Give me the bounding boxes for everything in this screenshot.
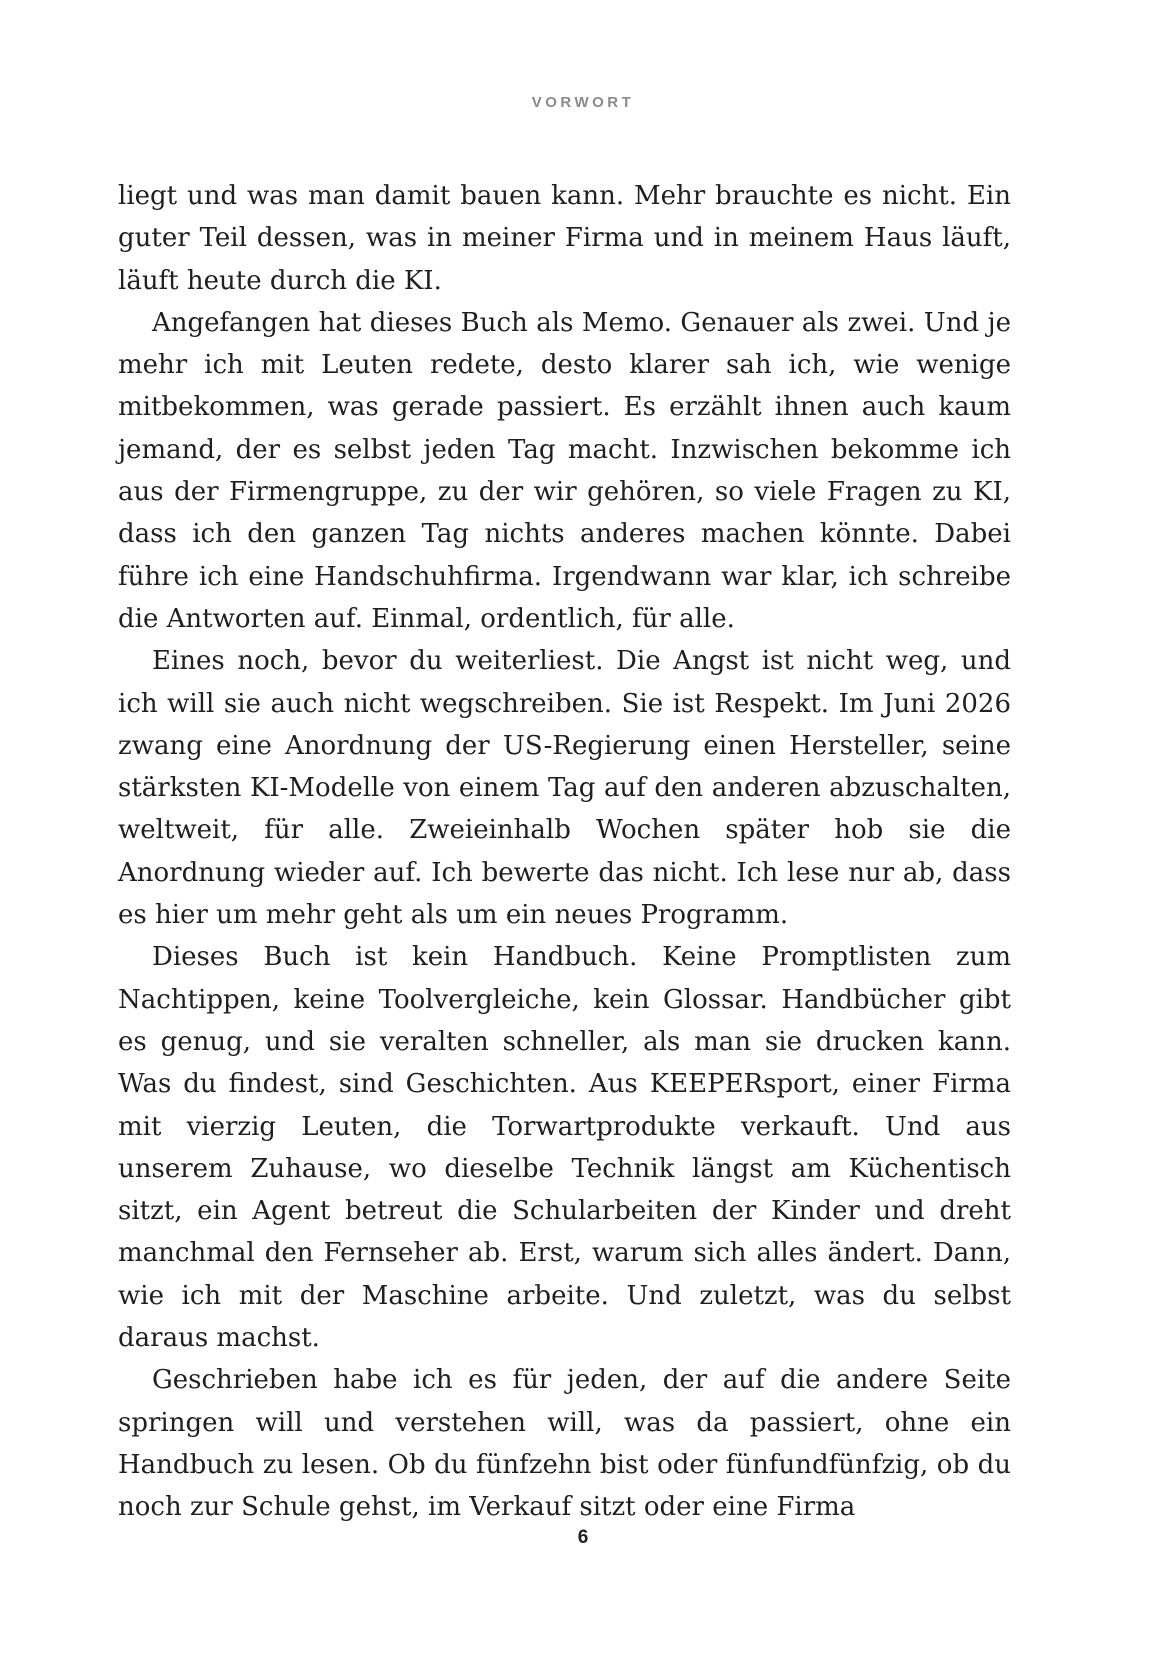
paragraph: Angefangen hat dieses Buch als Memo. Genauer als zwei. Und je mehr ich mit Leuten redete, desto klarer sah ich, wie wenige mitbekommen, was gerade passiert. Es erzählt ihnen auch kaum jemand, der es selbst jeden Tag macht. Inzwischen bekomme ich aus der Firmengruppe, zu der wir gehören, so viele Fragen zu KI, dass ich den ganzen Tag nichts anderes machen könnte. Dabei führe ich eine Handschuhfirma. Irgendwann war klar, ich schreibe die Antworten auf. Einmal, ordentlich, für alle. bbox=[118, 307, 1011, 634]
paragraph: Geschrieben habe ich es für jeden, der auf die andere Seite springen will und verstehen will, was da passiert, ohne ein Handbuch zu lesen. Ob du fünfzehn bist oder fünfundfünfzig, ob du noch zur Schule gehst, im Verkauf sitzt oder eine Firma bbox=[118, 1365, 1011, 1523]
paragraph: Eines noch, bevor du weiterliest. Die Angst ist nicht weg, und ich will sie auch nicht wegschreiben. Sie ist Respekt. Im Juni 2026 zwang eine Anordnung der US-Regierung einen Hersteller, seine stärksten KI-Modelle von einem Tag auf den anderen abzuschalten, weltweit, für alle. Zweieinhalb Wochen später hob sie die Anordnung wieder auf. Ich bewerte das nicht. Ich lese nur ab, dass es hier um mehr geht als um ein neues Programm. bbox=[118, 646, 1011, 931]
body-text bbox=[118, 175, 1011, 1529]
paragraph-continuation: liegt und was man damit bauen kann. Mehr brauchte es nicht. Ein guter Teil dessen, was in meiner Firma und in meinem Haus läuft, läuft heute durch die KI. bbox=[118, 181, 1011, 296]
page-number: 6 bbox=[577, 1527, 589, 1548]
running-head: VORWORT bbox=[531, 94, 635, 111]
paragraph: Dieses Buch ist kein Handbuch. Keine Promptlisten zum Nachtippen, keine Toolvergleiche, kein Glossar. Handbücher gibt es genug, und sie veralten schneller, als man sie drucken kann. Was du findest, sind Geschichten. Aus KEEPERsport, einer Firma mit vierzig Leuten, die Torwartprodukte verkauft. Und aus unserem Zuhause, wo dieselbe Technik längst am Küchentisch sitzt, ein Agent betreut die Schularbeiten der Kinder und dreht manchmal den Fernseher ab. Erst, warum sich alles ändert. Dann, wie ich mit der Maschine arbeite. Und zuletzt, was du selbst daraus machst. bbox=[118, 942, 1011, 1354]
